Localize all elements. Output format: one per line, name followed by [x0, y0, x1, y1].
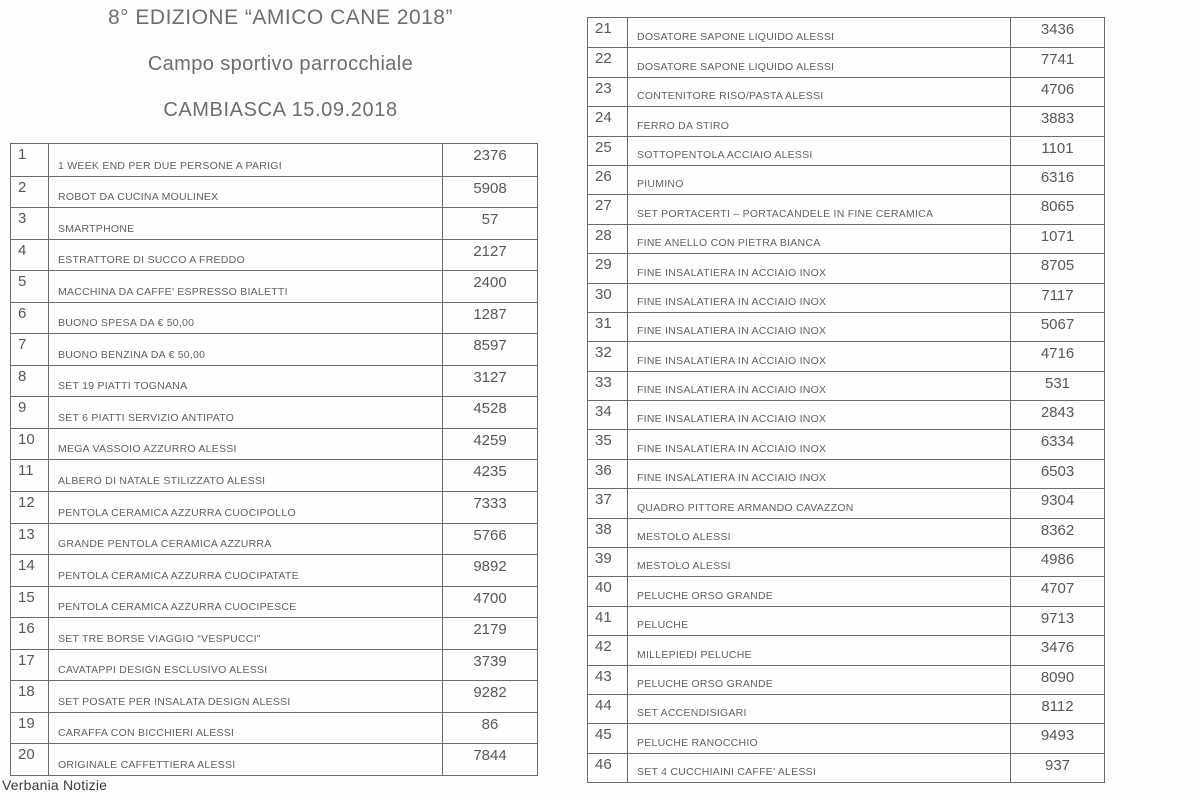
prize-description: PELUCHE RANOCCHIO [628, 724, 1011, 752]
row-index: 14 [11, 555, 49, 586]
winning-number: 8597 [473, 337, 507, 355]
prize-description: BUONO SPESA DA € 50,00 [49, 303, 443, 334]
winning-number: 1101 [1041, 139, 1074, 157]
table-row [11, 554, 537, 586]
row-index: 26 [588, 166, 628, 194]
table-row [588, 47, 1104, 76]
prize-description: CAVATAPPI DESIGN ESCLUSIVO ALESSI [49, 650, 443, 681]
table-row [11, 365, 537, 397]
table-row [588, 665, 1104, 694]
table-row [588, 606, 1104, 635]
winning-number: 7333 [473, 495, 507, 513]
row-index: 19 [11, 713, 49, 744]
prize-description: MILLEPIEDI PELUCHE [628, 636, 1011, 664]
prize-description: SET 4 CUCCHIAINI CAFFE’ ALESSI [628, 754, 1011, 782]
table-row [588, 576, 1104, 605]
winning-number: 7117 [1041, 286, 1074, 304]
winning-number: 5908 [473, 179, 507, 197]
winning-number: 8362 [1040, 521, 1075, 539]
row-index: 45 [588, 724, 628, 752]
winning-number: 5766 [473, 526, 507, 544]
row-index: 32 [588, 342, 628, 370]
row-index: 2 [11, 177, 49, 208]
winning-number: 3436 [1040, 21, 1075, 38]
prize-description: PELUCHE ORSO GRANDE [628, 666, 1011, 694]
row-index: 10 [11, 429, 49, 460]
row-index: 44 [588, 695, 628, 723]
table-row [11, 144, 537, 176]
prize-description: CONTENITORE RISO/PASTA ALESSI [628, 78, 1011, 106]
winning-number: 2127 [473, 242, 507, 260]
prize-description: SET POSATE PER INSALATA DESIGN ALESSI [49, 681, 443, 712]
table-row [588, 77, 1104, 106]
prize-description: PELUCHE [628, 607, 1011, 635]
row-index: 11 [11, 460, 49, 491]
prize-description: SMARTPHONE [49, 208, 443, 239]
row-index: 35 [588, 430, 628, 458]
row-index: 6 [11, 303, 49, 334]
winning-number: 57 [481, 211, 499, 229]
winning-number: 8705 [1040, 257, 1075, 275]
table-row [11, 333, 537, 365]
winning-number: 4716 [1040, 345, 1075, 363]
row-index: 15 [11, 587, 49, 618]
prize-description: ORIGINALE CAFFETTIERA ALESSI [49, 744, 443, 775]
row-index: 36 [588, 460, 628, 488]
table-row [11, 680, 537, 712]
prize-description: QUADRO PITTORE ARMANDO CAVAZZON [628, 489, 1011, 517]
winning-number: 6334 [1040, 433, 1075, 451]
prize-description: PIUMINO [628, 166, 1011, 194]
row-index: 20 [11, 744, 49, 775]
document-header [18, 6, 543, 122]
prize-description: MEGA VASSOIO AZZURRO ALESSI [49, 429, 443, 460]
prize-description: SET 19 PIATTI TOGNANA [49, 366, 443, 397]
winning-number: 4235 [473, 463, 507, 481]
table-row [11, 743, 537, 775]
table-row [11, 207, 537, 239]
prize-description: ALBERO DI NATALE STILIZZATO ALESSI [49, 460, 443, 491]
prize-description: SET ACCENDISIGARI [628, 695, 1011, 723]
winning-number: 6503 [1040, 462, 1075, 480]
winning-number: 3127 [473, 368, 507, 386]
prize-description: SET PORTACERTI – PORTACANDELE IN FINE CERAMICA [628, 195, 1011, 223]
table-row [588, 106, 1104, 135]
row-index: 28 [588, 225, 628, 253]
prize-description: MACCHINA DA CAFFE’ ESPRESSO BIALETTI [49, 271, 443, 302]
prize-description: PENTOLA CERAMICA AZZURRA CUOCIPOLLO [49, 492, 443, 523]
table-row [11, 649, 537, 681]
prize-description: SOTTOPENTOLA ACCIAIO ALESSI [628, 137, 1011, 165]
row-index: 33 [588, 372, 628, 400]
prize-description: FINE INSALATIERA IN ACCIAIO INOX [628, 254, 1011, 282]
row-index: 1 [11, 144, 49, 176]
winning-number: 7844 [473, 747, 507, 765]
table-row [588, 429, 1104, 458]
winning-number: 4986 [1040, 551, 1075, 569]
table-row [588, 488, 1104, 517]
row-index: 17 [11, 650, 49, 681]
row-index: 25 [588, 137, 628, 165]
row-index: 27 [588, 195, 628, 223]
prize-description: 1 WEEK END PER DUE PERSONE A PARIGI [49, 144, 443, 176]
prize-description: DOSATORE SAPONE LIQUIDO ALESSI [628, 18, 1011, 47]
document-subtitle-location: Campo sportivo parrocchiale [147, 53, 414, 75]
row-index: 16 [11, 618, 49, 649]
table-row [588, 253, 1104, 282]
prize-description: MESTOLO ALESSI [628, 519, 1011, 547]
table-row [588, 341, 1104, 370]
prize-table-left [10, 143, 538, 776]
row-index: 40 [588, 577, 628, 605]
winning-number: 7741 [1040, 51, 1075, 69]
table-row [588, 723, 1104, 752]
row-index: 29 [588, 254, 628, 282]
winning-number: 2843 [1040, 404, 1075, 422]
row-index: 18 [11, 681, 49, 712]
row-index: 30 [588, 284, 628, 312]
prize-description: FINE INSALATIERA IN ACCIAIO INOX [628, 372, 1011, 400]
row-index: 13 [11, 524, 49, 555]
table-row [588, 547, 1104, 576]
row-index: 7 [11, 334, 49, 365]
row-index: 21 [588, 18, 628, 47]
table-row [588, 753, 1104, 782]
prize-description: SET 6 PIATTI SERVIZIO ANTIPATO [49, 397, 443, 428]
winning-number: 86 [481, 715, 499, 733]
row-index: 41 [588, 607, 628, 635]
table-row [11, 239, 537, 271]
winning-number: 3739 [473, 652, 507, 670]
row-index: 43 [588, 666, 628, 694]
row-index: 31 [588, 313, 628, 341]
prize-description: ROBOT DA CUCINA MOULINEX [49, 177, 443, 208]
prize-description: FINE INSALATIERA IN ACCIAIO INOX [628, 460, 1011, 488]
table-row [11, 396, 537, 428]
winning-number: 3476 [1040, 639, 1075, 657]
prize-description: FERRO DA STIRO [628, 107, 1011, 135]
winning-number: 4700 [473, 589, 507, 607]
winning-number: 9493 [1040, 727, 1075, 745]
table-row [588, 283, 1104, 312]
row-index: 22 [588, 48, 628, 76]
winning-number: 1287 [473, 305, 507, 323]
row-index: 5 [11, 271, 49, 302]
prize-description: FINE INSALATIERA IN ACCIAIO INOX [628, 342, 1011, 370]
row-index: 3 [11, 208, 49, 239]
table-row [11, 523, 537, 555]
row-index: 23 [588, 78, 628, 106]
document-subtitle-date: CAMBIASCA 15.09.2018 [163, 99, 398, 121]
winning-number: 937 [1044, 756, 1071, 774]
table-row [588, 194, 1104, 223]
row-index: 34 [588, 401, 628, 429]
prize-description: FINE INSALATIERA IN ACCIAIO INOX [628, 313, 1011, 341]
winning-number: 9304 [1040, 492, 1075, 510]
prize-description: PENTOLA CERAMICA AZZURRA CUOCIPESCE [49, 587, 443, 618]
row-index: 12 [11, 492, 49, 523]
table-row [588, 694, 1104, 723]
prize-description: BUONO BENZINA DA € 50,00 [49, 334, 443, 365]
table-row [11, 176, 537, 208]
prize-description: FINE INSALATIERA IN ACCIAIO INOX [628, 430, 1011, 458]
winning-number: 2400 [473, 274, 507, 292]
table-row [11, 586, 537, 618]
table-row [588, 165, 1104, 194]
table-row [11, 302, 537, 334]
prize-description: SET TRE BORSE VIAGGIO “VESPUCCI” [49, 618, 443, 649]
prize-description: GRANDE PENTOLA CERAMICA AZZURRA [49, 524, 443, 555]
winning-number: 5067 [1040, 315, 1075, 333]
prize-description: FINE ANELLO CON PIETRA BIANCA [628, 225, 1011, 253]
prize-description: MESTOLO ALESSI [628, 548, 1011, 576]
winning-number: 4528 [473, 400, 507, 418]
row-index: 37 [588, 489, 628, 517]
winning-number: 6316 [1040, 168, 1075, 186]
table-row [11, 712, 537, 744]
table-row [588, 18, 1104, 47]
row-index: 8 [11, 366, 49, 397]
row-index: 39 [588, 548, 628, 576]
winning-number: 8090 [1040, 668, 1075, 686]
winning-number: 2376 [473, 147, 507, 164]
document-title: 8° EDIZIONE “AMICO CANE 2018” [108, 6, 453, 29]
row-index: 46 [588, 754, 628, 782]
table-row [11, 270, 537, 302]
table-row [11, 617, 537, 649]
prize-description: FINE INSALATIERA IN ACCIAIO INOX [628, 284, 1011, 312]
table-row [588, 635, 1104, 664]
prize-description: ESTRATTORE DI SUCCO A FREDDO [49, 240, 443, 271]
winning-number: 4707 [1040, 580, 1075, 598]
winning-number: 531 [1044, 374, 1071, 392]
winning-number: 1071 [1040, 227, 1075, 245]
table-row [588, 518, 1104, 547]
winning-number: 2179 [473, 621, 507, 639]
row-index: 38 [588, 519, 628, 547]
row-index: 24 [588, 107, 628, 135]
winning-number: 3883 [1040, 110, 1075, 128]
table-row [11, 428, 537, 460]
table-row [588, 312, 1104, 341]
winning-number: 4259 [473, 431, 507, 449]
row-index: 42 [588, 636, 628, 664]
row-index: 4 [11, 240, 49, 271]
winning-number: 9282 [473, 684, 507, 702]
prize-description: DOSATORE SAPONE LIQUIDO ALESSI [628, 48, 1011, 76]
winning-number: 9892 [473, 558, 507, 576]
prize-description: PENTOLA CERAMICA AZZURRA CUOCIPATATE [49, 555, 443, 586]
table-row [11, 459, 537, 491]
prize-description: FINE INSALATIERA IN ACCIAIO INOX [628, 401, 1011, 429]
winning-number: 8112 [1041, 697, 1074, 715]
winning-number: 9713 [1040, 609, 1075, 627]
source-credit: Verbania Notizie [2, 777, 108, 793]
prize-table-right [587, 17, 1105, 783]
row-index: 9 [11, 397, 49, 428]
prize-description: CARAFFA CON BICCHIERI ALESSI [49, 713, 443, 744]
winning-number: 4706 [1040, 80, 1075, 98]
table-row [588, 371, 1104, 400]
table-row [588, 400, 1104, 429]
table-row [588, 459, 1104, 488]
winning-number: 8065 [1040, 198, 1075, 216]
table-row [588, 136, 1104, 165]
table-row [588, 224, 1104, 253]
table-row [11, 491, 537, 523]
prize-description: PELUCHE ORSO GRANDE [628, 577, 1011, 605]
